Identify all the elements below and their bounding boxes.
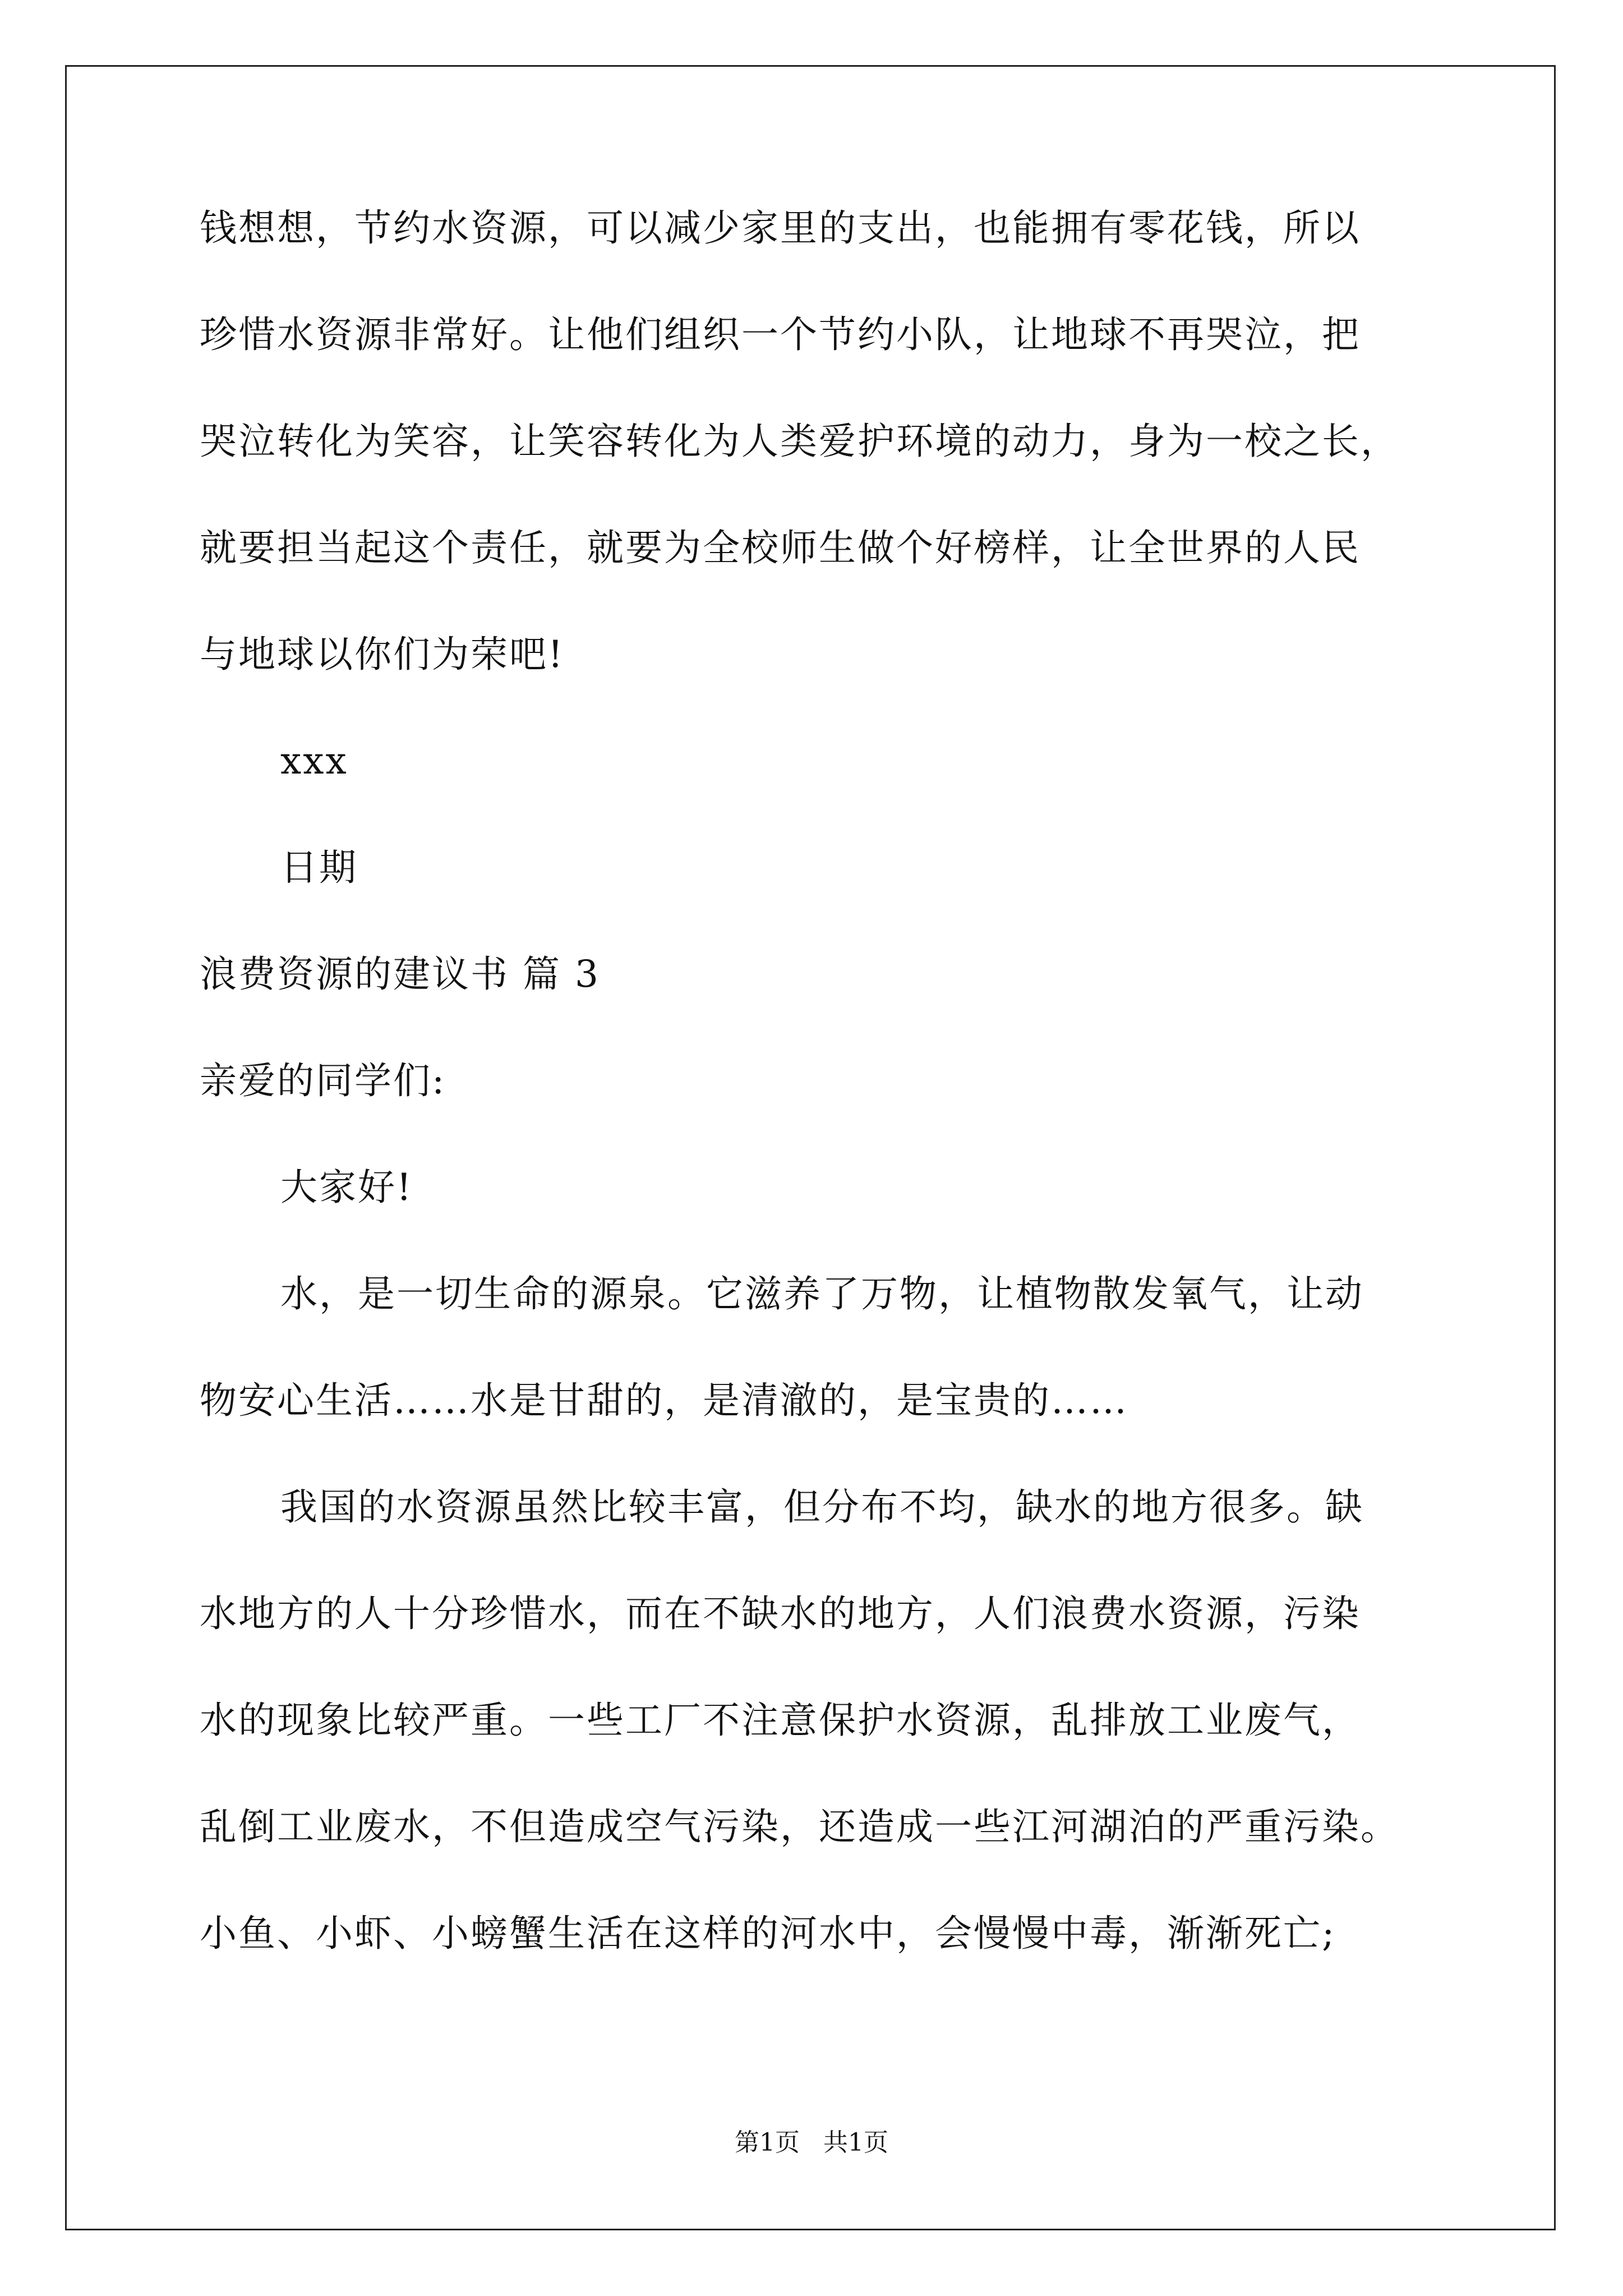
body-text-line: 我国的水资源虽然比较丰富，但分布不均，缺水的地方很多。缺 (280, 1485, 1364, 1529)
greeting: 大家好! (280, 1166, 413, 1209)
body-text-line: 水地方的人十分珍惜水，而在不缺水的地方，人们浪费水资源，污染 (200, 1592, 1361, 1635)
section-title: 浪费资源的建议书 篇 3 (200, 953, 600, 996)
body-text-line: 钱想想，节约水资源，可以减少家里的支出，也能拥有零花钱，所以 (200, 206, 1361, 250)
signature-date: 日期 (280, 846, 358, 889)
body-text-line: 与地球以你们为荣吧! (200, 633, 565, 676)
page-border (65, 65, 1556, 2230)
body-text-line: 物安心生活……水是甘甜的，是清澈的，是宝贵的…… (200, 1379, 1128, 1422)
body-text-line: 水，是一切生命的源泉。它滋养了万物，让植物散发氧气，让动 (280, 1272, 1364, 1315)
body-text-line: 小鱼、小虾、小螃蟹生活在这样的河水中，会慢慢中毒，渐渐死亡; (200, 1912, 1336, 1955)
body-text-line: 乱倒工业废水，不但造成空气污染，还造成一些江河湖泊的严重污染。 (200, 1805, 1399, 1848)
body-text-line: 珍惜水资源非常好。让他们组织一个节约小队，让地球不再哭泣，把 (200, 313, 1361, 356)
body-text-line: 水的现象比较严重。一些工厂不注意保护水资源，乱排放工业废气， (200, 1699, 1361, 1742)
body-text-line: 哭泣转化为笑容，让笑容转化为人类爱护环境的动力，身为一校之长， (200, 420, 1399, 463)
body-text-line: 就要担当起这个责任，就要为全校师生做个好榜样，让全世界的人民 (200, 526, 1361, 569)
page-footer: 第1页 共1页 (735, 2128, 888, 2157)
salutation: 亲爱的同学们: (200, 1059, 446, 1102)
signature-name: xxx (280, 739, 348, 783)
